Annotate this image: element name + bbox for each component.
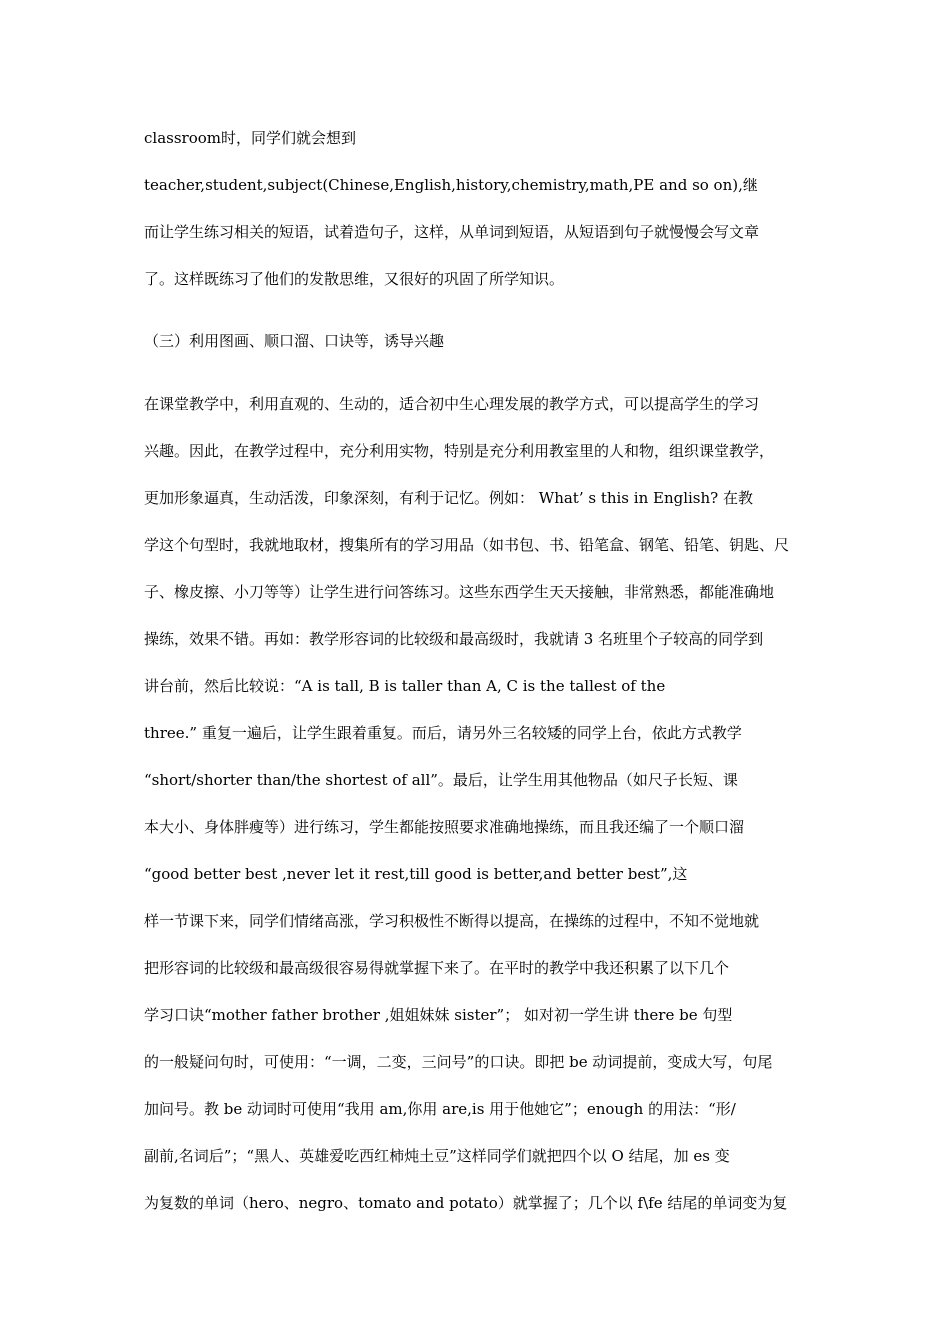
section-heading: （三）利用图画、顺口溜、口诀等，诱导兴趣 — [144, 332, 445, 350]
text-line: 把形容词的比较级和最高级很容易得就掌握下来了。在平时的教学中我还积累了以下几个 — [144, 959, 730, 977]
text-line: 样一节课下来，同学们情绪高涨，学习积极性不断得以提高，在操练的过程中，不知不觉地就 — [144, 912, 760, 930]
text-line: 兴趣。因此，在教学过程中，充分利用实物，特别是充分利用教室里的人和物，组织课堂教学， — [144, 442, 775, 460]
text-line: three.” 重复一遍后，让学生跟着重复。而后，请另外三名较矮的同学上台，依此方式教学 — [144, 724, 742, 742]
text-line: 副前,名词后”；“黑人、英雄爱吃西红柿炖土豆”这样同学们就把四个以 O 结尾，加 es 变 — [144, 1147, 730, 1165]
text-line: 讲台前，然后比较说：“A is tall, B is taller than A, C is the tallest of the — [144, 677, 666, 695]
text-line: 而让学生练习相关的短语，试着造句子，这样，从单词到短语，从短语到句子就慢慢会写文章 — [144, 223, 760, 241]
text-line: “good better best ,never let it rest,till good is better,and better best”,这 — [144, 865, 688, 883]
text-line: “short/shorter than/the shortest of all”。最后，让学生用其他物品（如尺子长短、课 — [144, 771, 738, 789]
text-line: 在课堂教学中，利用直观的、生动的，适合初中生心理发展的教学方式，可以提高学生的学习 — [144, 395, 760, 413]
text-line: teacher,student,subject(Chinese,English,history,chemistry,math,PE and so on),继 — [144, 176, 758, 194]
text-line: 子、橡皮擦、小刀等等）让学生进行问答练习。这些东西学生天天接触，非常熟悉，都能准确地 — [144, 583, 775, 601]
text-line: 更加形象逼真，生动活泼，印象深刻，有利于记忆。例如： What’ s this in English? 在教 — [144, 489, 753, 507]
text-line: 操练，效果不错。再如：教学形容词的比较级和最高级时，我就请 3 名班里个子较高的同学到 — [144, 630, 764, 648]
text-line: 本大小、身体胖瘦等）进行练习，学生都能按照要求准确地操练，而且我还编了一个顺口溜 — [144, 818, 745, 836]
text-line: classroom时，同学们就会想到 — [144, 129, 356, 147]
text-line: 的一般疑问句时，可使用：“一调，二变，三问号”的口诀。即把 be 动词提前，变成大写，句尾 — [144, 1053, 773, 1071]
text-line: 学习口诀“mother father brother ,姐姐妹妹 sister”； 如对初一学生讲 there be 句型 — [144, 1006, 733, 1024]
text-line: 了。这样既练习了他们的发散思维，又很好的巩固了所学知识。 — [144, 270, 565, 288]
text-line: 加问号。教 be 动词时可使用“我用 am,你用 are,is 用于他她它”；enough 的用法：“形/ — [144, 1100, 736, 1118]
text-line: 学这个句型时，我就地取材，搜集所有的学习用品（如书包、书、铅笔盒、钢笔、铅笔、钥匙、尺 — [144, 536, 790, 554]
text-line: 为复数的单词（hero、negro、tomato and potato）就掌握了；几个以 f\fe 结尾的单词变为复 — [144, 1194, 788, 1212]
